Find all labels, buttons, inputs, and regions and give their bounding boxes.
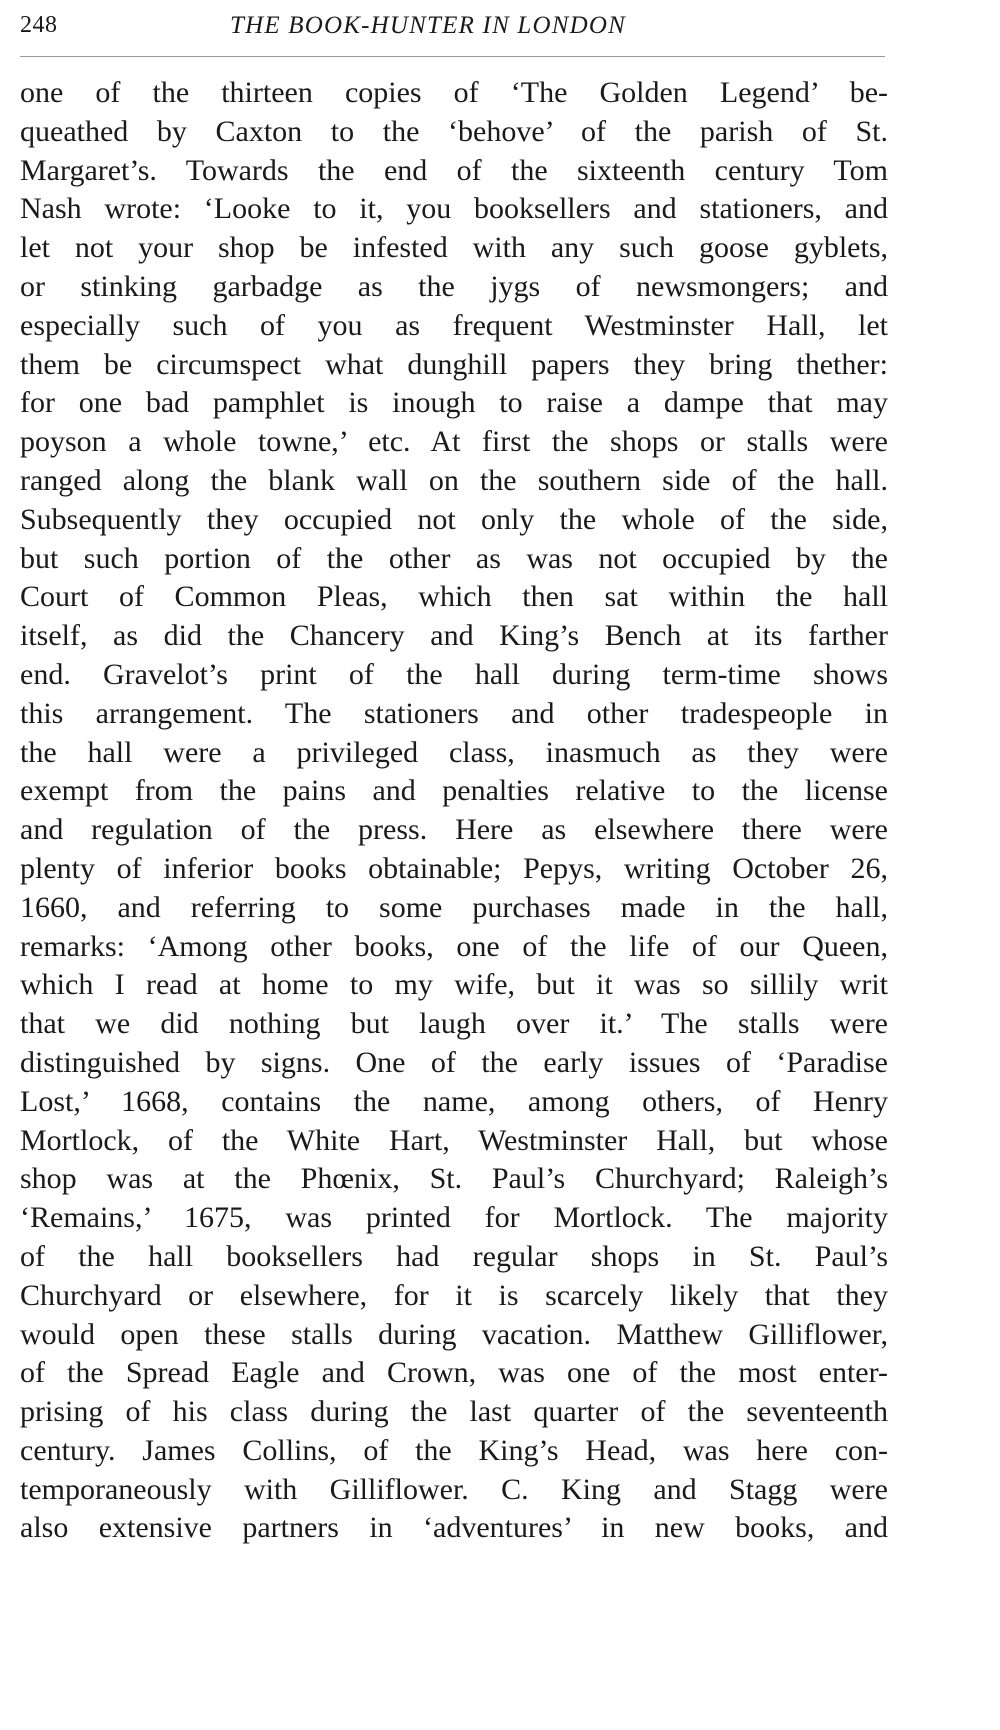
- text-line: and regulation of the press. Here as elsewhere there were: [20, 813, 888, 847]
- running-head: THE BOOK-HUNTER IN LONDON: [230, 12, 627, 39]
- page-number: 248: [20, 12, 58, 38]
- text-line: one of the thirteen copies of ‘The Golden Legend’ be-: [20, 76, 888, 109]
- text-line: of the Spread Eagle and Crown, was one of the most enter-: [20, 1356, 888, 1390]
- text-line: or stinking garbadge as the jygs of newsmongers; and: [20, 269, 888, 303]
- text-line: of the hall booksellers had regular shops in St. Paul’s: [20, 1239, 888, 1273]
- text-line: Mortlock, of the White Hart, Westminster Hall, but whose: [20, 1123, 888, 1157]
- text-line: let not your shop be infested with any such goose gyblets,: [20, 231, 888, 265]
- header-rule: [20, 56, 885, 57]
- text-line: temporaneously with Gilliflower. C. King and Stagg were: [20, 1472, 888, 1506]
- text-line: remarks: ‘Among other books, one of the life of our Queen,: [20, 929, 888, 963]
- text-line: century. James Collins, of the King’s Head, was here con-: [20, 1433, 888, 1467]
- text-line: them be circumspect what dunghill papers they bring thether:: [20, 347, 888, 381]
- text-line: this arrangement. The stationers and other tradespeople in: [20, 696, 888, 730]
- text-line: Court of Common Pleas, which then sat within the hall: [20, 580, 888, 614]
- text-line: for one bad pamphlet is inough to raise a dampe that may: [20, 386, 888, 420]
- text-line: Subsequently they occupied not only the whole of the side,: [20, 502, 888, 536]
- text-line: queathed by Caxton to the ‘behove’ of the parish of St.: [20, 114, 888, 148]
- text-line: which I read at home to my wife, but it was so sillily writ: [20, 968, 888, 1002]
- text-line: prising of his class during the last quarter of the seventeenth: [20, 1395, 888, 1429]
- text-line: itself, as did the Chancery and King’s Bench at its farther: [20, 619, 888, 653]
- text-line: Lost,’ 1668, contains the name, among others, of Henry: [20, 1084, 888, 1118]
- text-line: Nash wrote: ‘Looke to it, you booksellers and stationers, and: [20, 192, 888, 226]
- text-line: also extensive partners in ‘adventures’ in new books, and: [20, 1511, 888, 1545]
- text-line: poyson a whole towne,’ etc. At first the shops or stalls were: [20, 425, 888, 459]
- text-line: Churchyard or elsewhere, for it is scarcely likely that they: [20, 1278, 888, 1312]
- text-line: especially such of you as frequent Westminster Hall, let: [20, 308, 888, 342]
- page-header: [20, 8, 880, 48]
- text-line: but such portion of the other as was not occupied by the: [20, 541, 888, 575]
- text-line: 1660, and referring to some purchases made in the hall,: [20, 890, 888, 924]
- text-line: Margaret’s. Towards the end of the sixteenth century Tom: [20, 153, 888, 187]
- text-line: exempt from the pains and penalties relative to the license: [20, 774, 888, 808]
- body-text: [20, 74, 888, 1548]
- text-line: end. Gravelot’s print of the hall during term-time shows: [20, 657, 888, 691]
- text-line: ranged along the blank wall on the southern side of the hall.: [20, 463, 888, 497]
- text-line: that we did nothing but laugh over it.’ The stalls were: [20, 1007, 888, 1041]
- text-line: the hall were a privileged class, inasmuch as they were: [20, 735, 888, 769]
- text-line: would open these stalls during vacation. Matthew Gilliflower,: [20, 1317, 888, 1351]
- text-line: plenty of inferior books obtainable; Pepys, writing October 26,: [20, 851, 888, 885]
- text-line: ‘Remains,’ 1675, was printed for Mortlock. The majority: [20, 1201, 888, 1235]
- text-line: shop was at the Phœnix, St. Paul’s Churchyard; Raleigh’s: [20, 1162, 888, 1196]
- text-line: distinguished by signs. One of the early issues of ‘Paradise: [20, 1045, 888, 1079]
